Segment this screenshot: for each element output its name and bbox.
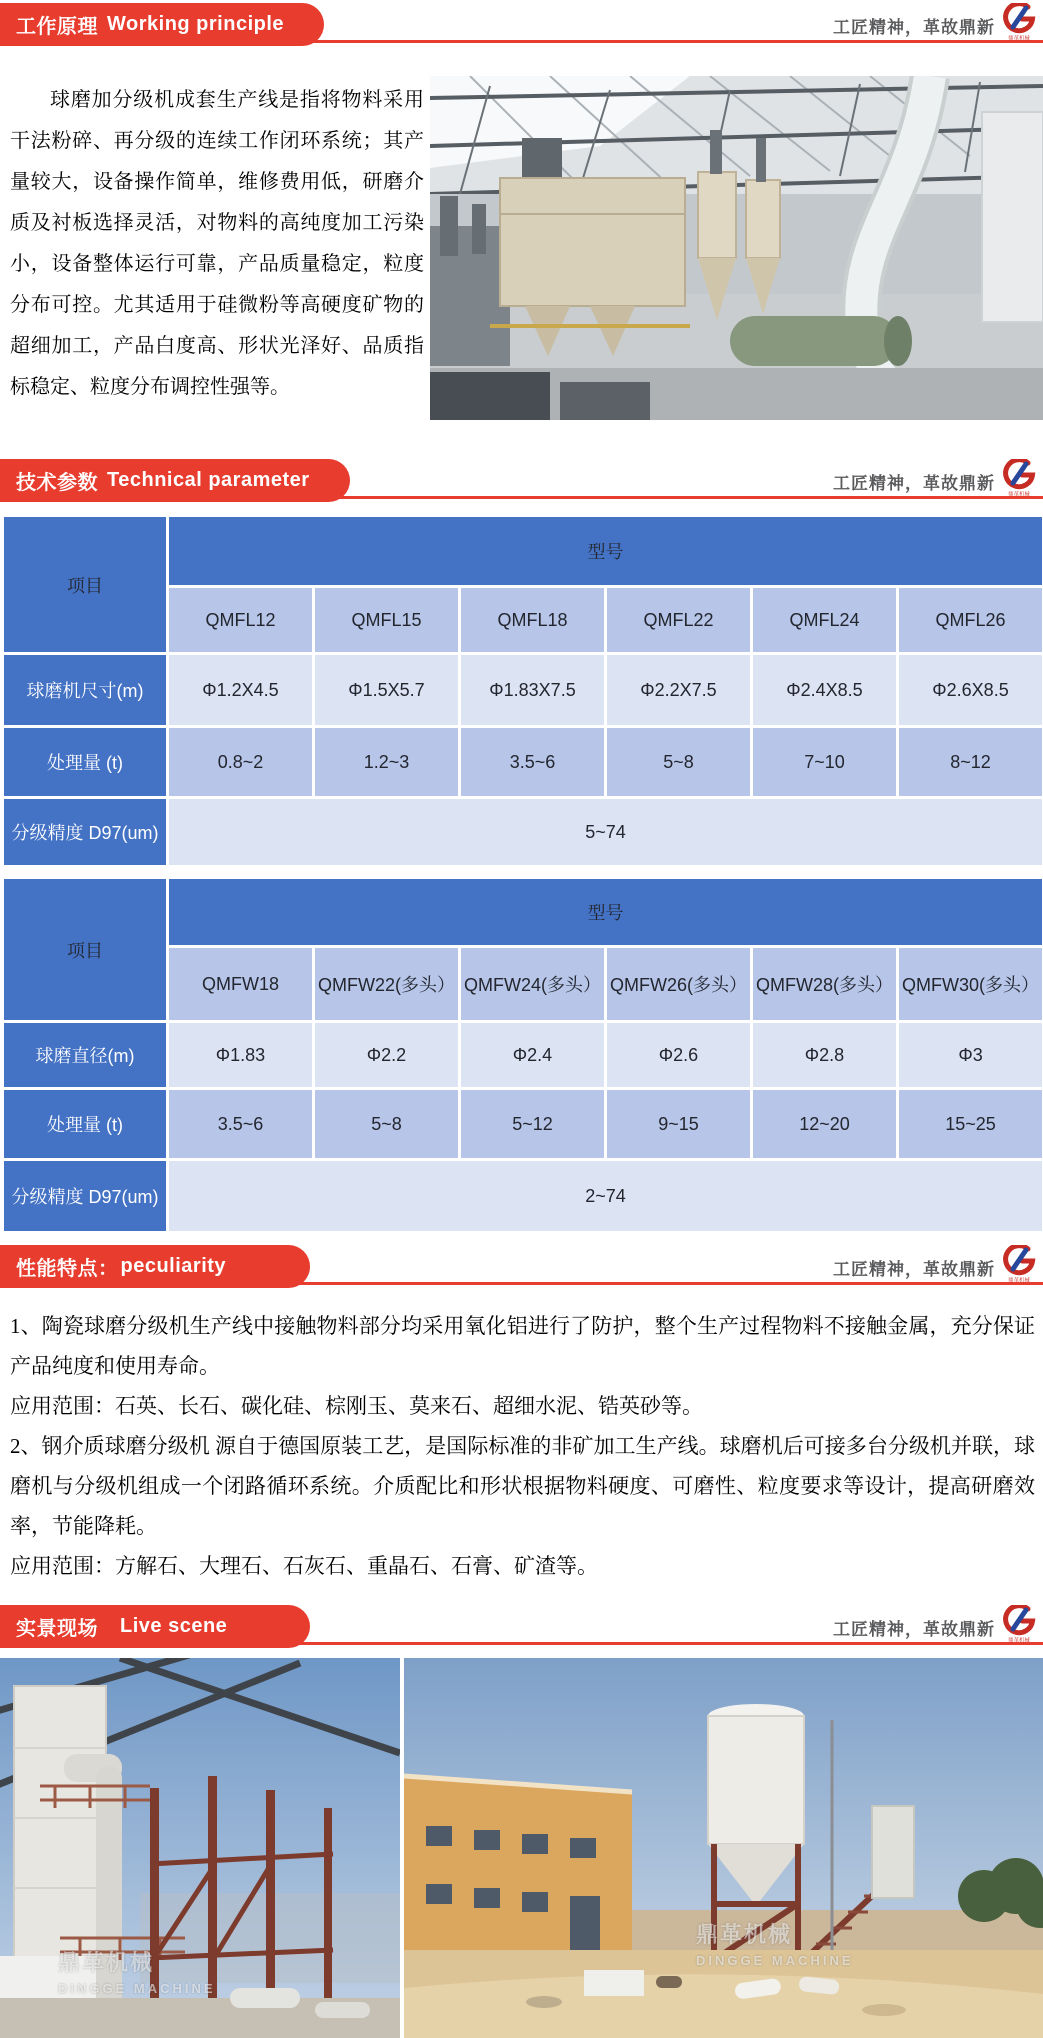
section-header-working-principle <box>0 0 1043 50</box>
section-title-en: Live scene <box>120 1615 228 1637</box>
feature-paragraph: 应用范围：石英、长石、碳化硅、棕刚玉、莫来石、超细水泥、锆英砂等。 <box>10 1394 703 1418</box>
gd-logo-icon <box>1001 459 1037 491</box>
section-title-ribbon <box>0 3 324 46</box>
company-motto: 工匠精神，革故鼎新 <box>833 474 995 493</box>
row-label: 处理量 (t) <box>4 1090 166 1158</box>
table-cell: 8~12 <box>899 728 1042 796</box>
model-cell: QMFW24(多头） <box>461 948 604 1020</box>
section-title-zh: 技术参数 <box>16 472 98 494</box>
working-principle-photo <box>430 76 1043 420</box>
gd-logo-icon <box>1001 1245 1037 1277</box>
table-cell: 0.8~2 <box>169 728 312 796</box>
table-cell: Φ1.5X5.7 <box>315 655 458 725</box>
photo-watermark <box>58 1950 216 2002</box>
table-cell: Φ2.2 <box>315 1023 458 1087</box>
section-header-live-scene <box>0 1602 1043 1652</box>
gd-logo-icon <box>1001 3 1037 35</box>
model-cell: QMFL18 <box>461 588 604 652</box>
table-cell: Φ2.6X8.5 <box>899 655 1042 725</box>
table-cell: 12~20 <box>753 1090 896 1158</box>
logo-caption: 鼎革机械 <box>1008 1278 1030 1284</box>
logo-caption: 鼎革机械 <box>1008 36 1030 42</box>
section-header-peculiarity <box>0 1242 1043 1292</box>
model-cell: QMFW28(多头） <box>753 948 896 1020</box>
model-cell: QMFL22 <box>607 588 750 652</box>
table-cell: Φ1.83 <box>169 1023 312 1087</box>
watermark-en: DINGGE MACHINE <box>58 1981 216 1996</box>
table-cell: Φ2.2X7.5 <box>607 655 750 725</box>
section-title-en: Technical parameter <box>107 469 310 491</box>
table-cell: Φ2.8 <box>753 1023 896 1087</box>
model-cell: QMFL15 <box>315 588 458 652</box>
row-label: 球磨机尺寸(m) <box>4 655 166 725</box>
table-cell: 5~12 <box>461 1090 604 1158</box>
peculiarity-section <box>0 1306 1043 1586</box>
spacer <box>0 420 1043 456</box>
live-scene-photos <box>0 1658 1043 2038</box>
section-title-ribbon <box>0 459 350 502</box>
company-motto: 工匠精神，革故鼎新 <box>833 1260 995 1279</box>
photo-watermark <box>696 1922 854 1974</box>
table-cell: 5~8 <box>315 1090 458 1158</box>
table-cell: Φ1.83X7.5 <box>461 655 604 725</box>
table-model-header: 型号 <box>169 517 1042 585</box>
row-label: 处理量 (t) <box>4 728 166 796</box>
watermark-zh: 鼎革机械 <box>58 1950 155 1975</box>
company-logo <box>999 3 1039 42</box>
table-item-header: 项目 <box>4 879 166 1020</box>
table-item-header: 项目 <box>4 517 166 652</box>
working-principle-section <box>0 76 1043 420</box>
row-label: 分级精度 D97(um) <box>4 799 166 865</box>
model-cell: QMFL12 <box>169 588 312 652</box>
section-title-en: peculiarity <box>120 1255 227 1277</box>
section-title-en: Working principle <box>107 13 285 35</box>
table-cell: 15~25 <box>899 1090 1042 1158</box>
company-logo <box>999 459 1039 498</box>
table-cell: 1.2~3 <box>315 728 458 796</box>
model-cell: QMFW30(多头） <box>899 948 1042 1020</box>
row-label: 球磨直径(m) <box>4 1023 166 1087</box>
logo-caption: 鼎革机械 <box>1008 1638 1030 1644</box>
technical-parameter-table-qmfl <box>1 514 1043 868</box>
logo-caption: 鼎革机械 <box>1008 492 1030 498</box>
table-cell: 5~8 <box>607 728 750 796</box>
section-title-zh: 实景现场 <box>16 1618 98 1640</box>
company-motto: 工匠精神，革故鼎新 <box>833 1620 995 1639</box>
table-row <box>4 1161 1042 1231</box>
live-scene-photo-right <box>404 1658 1043 2038</box>
table-row <box>4 1023 1042 1087</box>
feature-paragraph: 应用范围：方解石、大理石、石灰石、重晶石、石膏、矿渣等。 <box>10 1554 598 1578</box>
company-motto: 工匠精神，革故鼎新 <box>833 18 995 37</box>
model-cell: QMFW22(多头） <box>315 948 458 1020</box>
table-span-cell: 2~74 <box>169 1161 1042 1231</box>
table-cell: 9~15 <box>607 1090 750 1158</box>
table-row <box>4 799 1042 865</box>
table-row <box>4 1090 1042 1158</box>
table-cell: Φ2.6 <box>607 1023 750 1087</box>
plant-photo-right <box>404 1658 1043 2038</box>
feature-paragraph: 1、陶瓷球磨分级机生产线中接触物料部分均采用氧化铝进行了防护，整个生产过程物料不接触金属，充分保证产品纯度和使用寿命。 <box>10 1314 1035 1378</box>
model-cell: QMFL24 <box>753 588 896 652</box>
technical-parameter-table-qmfw <box>1 876 1043 1234</box>
model-cell: QMFW26(多头） <box>607 948 750 1020</box>
table-row <box>4 728 1042 796</box>
table-cell: Φ2.4X8.5 <box>753 655 896 725</box>
watermark-en: DINGGE MACHINE <box>696 1953 854 1968</box>
table-model-header: 型号 <box>169 879 1042 945</box>
table-span-cell: 5~74 <box>169 799 1042 865</box>
table-cell: 7~10 <box>753 728 896 796</box>
section-title-ribbon <box>0 1605 310 1648</box>
feature-paragraph: 2、钢介质球磨分级机 源自于德国原装工艺，是国际标准的非矿加工生产线。球磨机后可接多台分级机并联，球磨机与分级机组成一个闭路循环系统。介质配比和形状根据物料硬度、可磨性、粒度要求等设计，提高研磨效率，节能降耗。 <box>10 1434 1035 1538</box>
section-header-technical-parameter <box>0 456 1043 506</box>
section-title-zh: 性能特点： <box>16 1258 119 1280</box>
table-cell: 3.5~6 <box>461 728 604 796</box>
section-title-ribbon <box>0 1245 310 1288</box>
row-label: 分级精度 D97(um) <box>4 1161 166 1231</box>
table-cell: 3.5~6 <box>169 1090 312 1158</box>
watermark-zh: 鼎革机械 <box>696 1922 793 1947</box>
table-cell: Φ2.4 <box>461 1023 604 1087</box>
table-cell: Φ1.2X4.5 <box>169 655 312 725</box>
live-scene-photo-left <box>0 1658 400 2038</box>
gd-logo-icon <box>1001 1605 1037 1637</box>
table-row <box>4 655 1042 725</box>
model-cell: QMFL26 <box>899 588 1042 652</box>
working-principle-paragraph: 球磨加分级机成套生产线是指将物料采用干法粉碎、再分级的连续工作闭环系统；其产量较大，设备操作简单，维修费用低，研磨介质及衬板选择灵活，对物料的高纯度加工污染小，设备整体运行可靠，产品质量稳定，粒度分布可控。尤其适用于硅微粉等高硬度矿物的超细加工，产品白度高、形状光泽好、品质指标稳定、粒度分布调控性强等。 <box>10 89 424 398</box>
company-logo <box>999 1605 1039 1644</box>
section-title-zh: 工作原理 <box>16 16 98 38</box>
company-logo <box>999 1245 1039 1284</box>
model-cell: QMFW18 <box>169 948 312 1020</box>
table-cell: Φ3 <box>899 1023 1042 1087</box>
